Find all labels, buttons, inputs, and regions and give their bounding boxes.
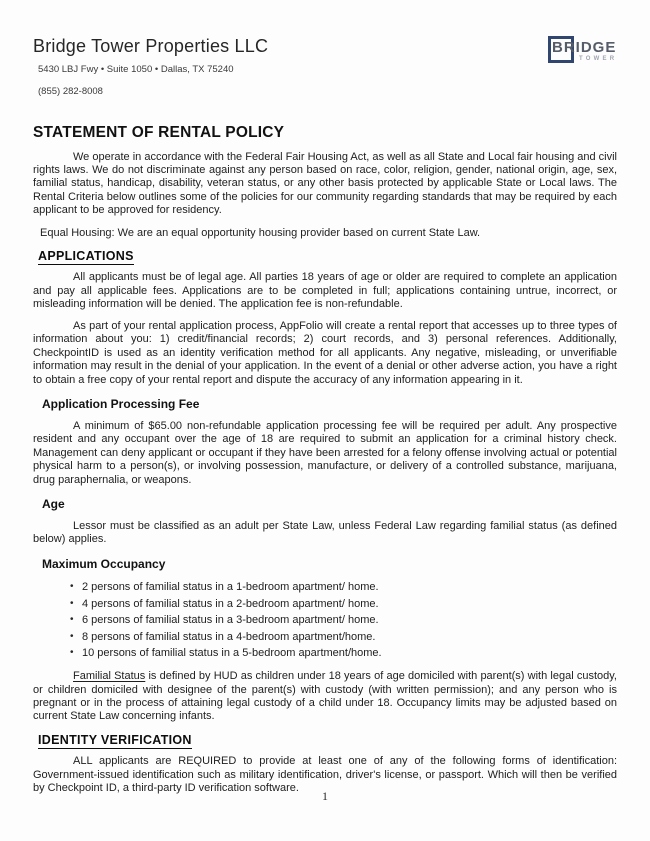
subsection-heading-age: Age — [42, 497, 65, 512]
occupancy-list — [70, 579, 617, 662]
occupancy-item-2: • 4 persons of familial status in a 2-bedroom apartment/ home. — [70, 596, 617, 613]
company-phone: (855) 282-8008 — [38, 86, 103, 97]
logo-word: BRIDGE — [552, 39, 617, 56]
identity-paragraph: ALL applicants are REQUIRED to provide at least one of any of the following forms of identification: Government-issued identification such as military identification, driver's license, or passport. Which will then be verified by Checkpoint ID, a third-party ID verification software. — [33, 755, 617, 794]
letterhead — [0, 0, 650, 97]
applications-paragraph-1: All applicants must be of legal age. All parties 18 years of age or older are required to complete an application and pay all applicable fees. Applications are to be completed in full; applications containing untrue, incorrect, or misleading information will be denied. The application fee is non-refundable. — [33, 271, 617, 311]
processing-fee-paragraph: A minimum of $65.00 non-refundable application processing fee will be required per adult. Any prospective resident and any occupant over the age of 18 are required to submit an application for a criminal history check. Management can deny applicant or occupant if they have been arrested for a felony offense involving actual or potential physical harm to a person(s), or involving possession, manufacture, or delivery of a controlled substance, marijuana, drug paraphernalia, or weapons. — [33, 420, 617, 486]
familial-status-paragraph — [33, 670, 617, 724]
section-heading-identity — [38, 734, 617, 749]
page-number: 1 — [322, 789, 328, 803]
document-body — [0, 151, 650, 796]
familial-status-text: is defined by HUD as children under 18 years of age domiciled with parent(s) with legal custody, or children domiciled with designee of the parent(s) with custody (with written permission); and any person who is pregnant or in the process of attaining legal custody of a child under 18. Occupancy limits may be adjusted based on current State Law concerning infants. — [33, 670, 617, 723]
occupancy-item-5: • 10 persons of familial status in a 5-bedroom apartment/home. — [70, 645, 617, 662]
section-heading-identity-text: IDENTITY VERIFICATION — [38, 734, 192, 749]
occupancy-item-1: • 2 persons of familial status in a 1-bedroom apartment/ home. — [70, 579, 617, 596]
age-paragraph: Lessor must be classified as an adult per State Law, unless Federal Law regarding familial status (as defined below) applies. — [33, 519, 617, 546]
section-heading-applications-text: APPLICATIONS — [38, 250, 134, 265]
equal-housing-note: Equal Housing: We are an equal opportunity housing provider based on current State Law. — [40, 226, 481, 239]
page-title: STATEMENT OF RENTAL POLICY — [33, 124, 285, 141]
familial-status-term: Familial Status — [73, 670, 146, 683]
intro-paragraph: We operate in accordance with the Federal Fair Housing Act, as well as all State and Local fair housing and civil rights laws. We do not discriminate against any person based on race, color, religion, gender, national origin, age, sex, familial status, handicap, disability, veteran status, or any other basis protected by applicable State or Local laws. The Rental Criteria below outlines some of the policies for our community regarding standards that may be required by each applicant to be approved for residency. — [33, 150, 617, 217]
occupancy-item-3: • 6 persons of familial status in a 3-bedroom apartment/ home. — [70, 612, 617, 629]
company-name: Bridge Tower Properties LLC — [33, 36, 269, 56]
section-heading-applications — [38, 250, 617, 265]
subsection-heading-processing-fee: Application Processing Fee — [42, 397, 200, 412]
occupancy-item-4: • 8 persons of familial status in a 4-bedroom apartment/home. — [70, 629, 617, 646]
company-address: 5430 LBJ Fwy • Suite 1050 • Dallas, TX 75240 — [38, 64, 234, 75]
applications-paragraph-2: As part of your rental application process, AppFolio will create a rental report that accesses up to three types of information about you: 1) credit/financial records; 2) court records, and 3) personal references. Additionally, CheckpointID is used as an identity verification method for all applicants. Any negative, misleading, or unverifiable information may result in the denial of your application. In the event of a denial or other adverse action, you have a right to obtain a free copy of your rental report and dispute the accuracy of any information appearing in it. — [33, 320, 617, 386]
subsection-heading-max-occupancy: Maximum Occupancy — [42, 556, 166, 571]
logo-subword: TOWER — [579, 56, 618, 62]
brand-logo — [548, 36, 630, 72]
